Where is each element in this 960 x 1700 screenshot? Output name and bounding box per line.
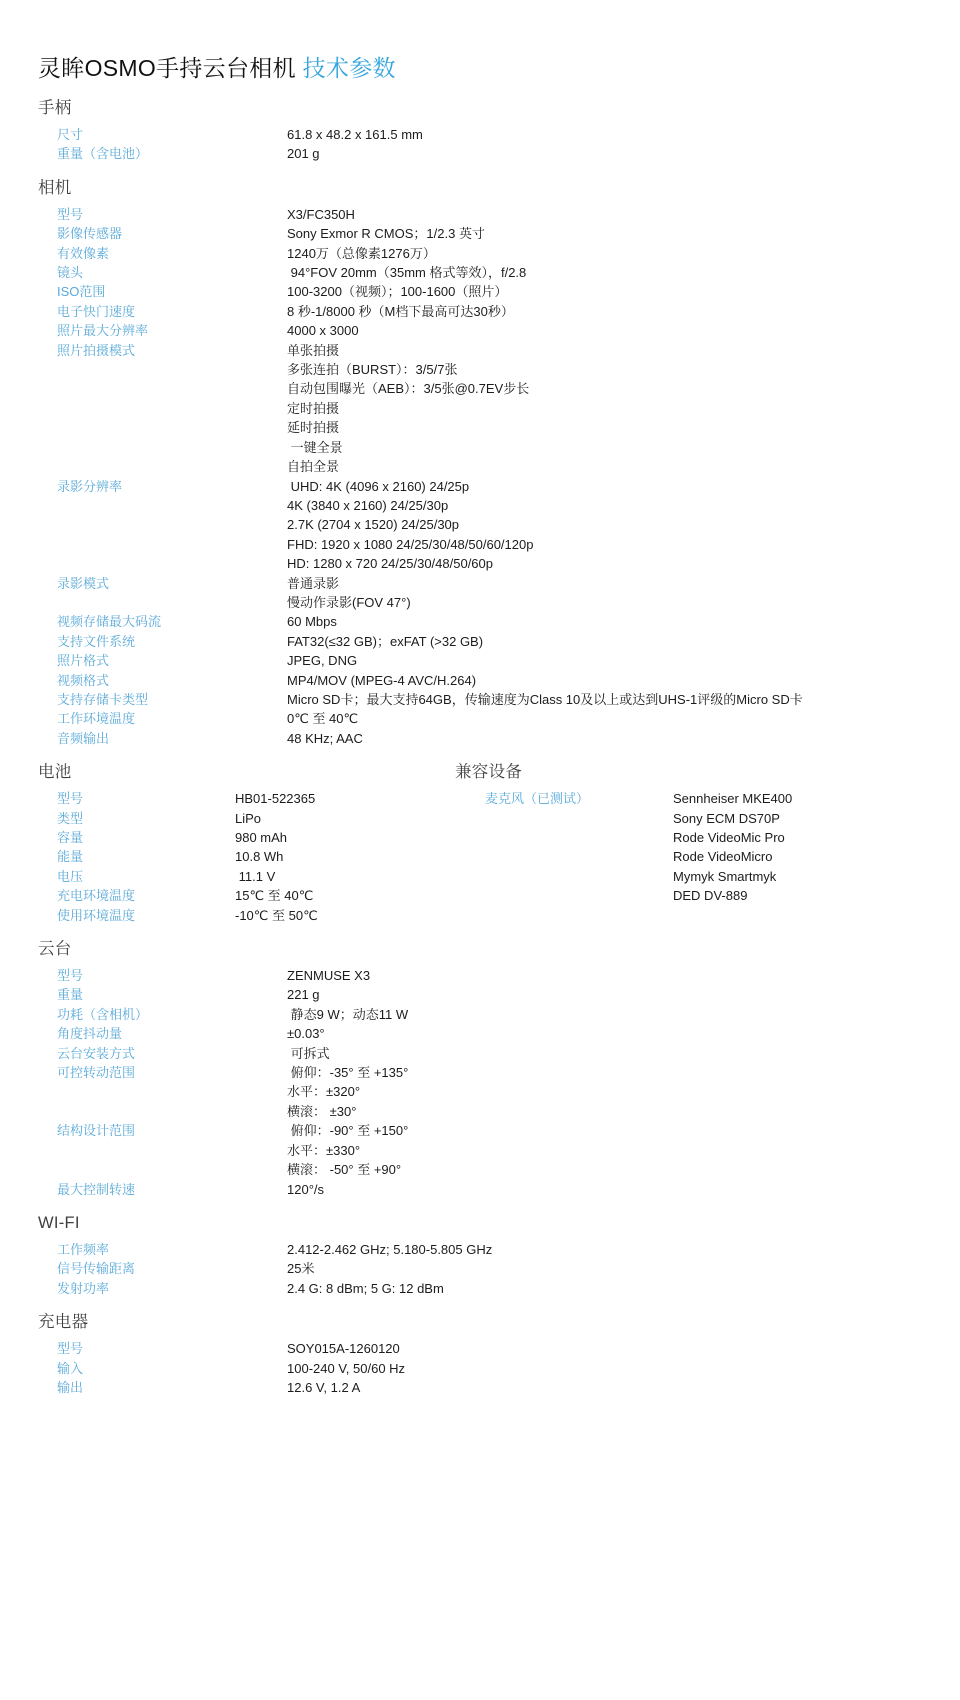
section-gimbal: [38, 939, 960, 1199]
spec-value: Rode VideoMicro: [673, 849, 773, 865]
spec-value: 俯仰：-90° 至 +150°: [287, 1123, 409, 1139]
spec-value: 4K (3840 x 2160) 24/25/30p: [287, 497, 449, 513]
spec-label: 录影分辨率: [57, 478, 123, 494]
spec-value: 12.6 V, 1.2 A: [287, 1379, 361, 1395]
spec-values: [287, 302, 960, 321]
section-wifi: [38, 1213, 960, 1298]
spec-value: Rode VideoMic Pro: [673, 830, 785, 845]
spec-label: 镜头: [57, 265, 84, 281]
handle-heading: 手柄: [38, 99, 72, 117]
spec-values: [287, 205, 960, 224]
spec-label: 录影模式: [57, 575, 110, 591]
spec-values: [287, 1180, 960, 1199]
section-compatible-devices: [455, 762, 960, 905]
spec-row: [38, 1121, 960, 1179]
spec-row: [38, 341, 960, 477]
spec-value: LiPo: [235, 810, 262, 826]
spec-label: 支持文件系统: [57, 633, 136, 649]
spec-value: Sony ECM DS70P: [673, 810, 780, 826]
spec-row: [38, 574, 960, 613]
spec-row: [38, 671, 960, 690]
spec-label: 功耗（含相机）: [57, 1006, 149, 1022]
spec-value: 61.8 x 48.2 x 161.5 mm: [287, 127, 423, 142]
spec-value: -10℃ 至 50℃: [235, 907, 318, 923]
spec-values: [287, 632, 960, 651]
spec-row: [38, 244, 960, 263]
spec-value: 25米: [287, 1261, 315, 1277]
spec-values: [287, 1259, 960, 1278]
spec-label: 型号: [57, 206, 84, 222]
spec-values: [287, 341, 960, 477]
spec-value: 60 Mbps: [287, 614, 337, 630]
spec-row: [38, 125, 960, 144]
spec-value: 100-240 V, 50/60 Hz: [287, 1360, 406, 1376]
spec-value: ±0.03°: [287, 1026, 325, 1042]
battery-heading: 电池: [38, 763, 72, 782]
spec-row: [38, 1279, 960, 1298]
spec-values: [287, 1378, 960, 1397]
spec-label: 信号传输距离: [57, 1261, 136, 1277]
spec-value: 980 mAh: [235, 830, 288, 845]
spec-values: [287, 966, 960, 985]
spec-row: [455, 789, 960, 905]
spec-value: FAT32(≤32 GB)；exFAT (>32 GB): [287, 633, 484, 649]
spec-row: [38, 1063, 960, 1121]
spec-label: 照片最大分辨率: [57, 323, 149, 339]
spec-row: [38, 1378, 960, 1397]
spec-row: [38, 144, 960, 163]
spec-values: [287, 709, 960, 728]
page-title: [38, 52, 960, 84]
spec-value: 横滚： ±30°: [287, 1103, 357, 1119]
gimbal-rows: [38, 966, 960, 1199]
spec-row: [38, 632, 960, 651]
spec-value: 可拆式: [287, 1045, 330, 1061]
spec-row: [38, 1180, 960, 1199]
spec-label: 重量: [57, 987, 84, 1003]
spec-label: 充电环境温度: [57, 888, 136, 904]
spec-value: Micro SD卡；最大支持64GB，传输速度为Class 10及以上或达到UHS-1评级的Micro SD卡: [287, 691, 803, 707]
spec-value: Sony Exmor R CMOS；1/2.3 英寸: [287, 226, 485, 242]
spec-row: [38, 205, 960, 224]
spec-value: 自动包围曝光（AEB）：3/5张@0.7EV步长: [287, 381, 530, 397]
spec-value: 水平：±330°: [287, 1142, 361, 1158]
spec-value: 一键全景: [287, 439, 343, 455]
spec-label: 使用环境温度: [57, 907, 136, 923]
compatible-devices-heading: 兼容设备: [455, 763, 523, 782]
spec-label: 视频存储最大码流: [57, 614, 162, 630]
spec-label: 支持存储卡类型: [57, 691, 149, 707]
spec-values: [287, 985, 960, 1004]
spec-row: [38, 302, 960, 321]
spec-label: 麦克风（已测试）: [485, 791, 590, 807]
spec-label: 角度抖动量: [57, 1026, 123, 1042]
spec-value: 4000 x 3000: [287, 323, 359, 339]
spec-label: 能量: [57, 849, 84, 865]
spec-value: 11.1 V: [235, 868, 276, 884]
spec-label: 尺寸: [57, 127, 84, 142]
spec-label: 输出: [57, 1379, 84, 1395]
spec-row: [38, 985, 960, 1004]
spec-value: 2.7K (2704 x 1520) 24/25/30p: [287, 517, 460, 533]
spec-value: 1240万（总像素1276万）: [287, 245, 436, 261]
spec-values: [287, 1240, 960, 1259]
spec-value: JPEG, DNG: [287, 653, 358, 669]
spec-values: [287, 690, 960, 709]
spec-value: 慢动作录影(FOV 47°): [287, 594, 411, 610]
spec-values: [287, 1063, 960, 1121]
handle-rows: [38, 125, 960, 164]
spec-row: [38, 321, 960, 340]
spec-value: 8 秒-1/8000 秒（M档下最高可达30秒）: [287, 303, 514, 319]
wifi-rows: [38, 1240, 960, 1298]
spec-value: 15℃ 至 40℃: [235, 888, 314, 904]
spec-value: X3/FC350H: [287, 206, 355, 222]
page-title-suffix: 技术参数: [302, 55, 396, 81]
spec-label: ISO范围: [57, 284, 106, 300]
compatible-devices-rows: [455, 789, 960, 905]
spec-values: [287, 1044, 960, 1063]
spec-values: [287, 282, 960, 301]
spec-values: [287, 224, 960, 243]
spec-value: 普通录影: [287, 575, 340, 591]
charger-rows: [38, 1339, 960, 1397]
spec-value: 俯仰：-35° 至 +135°: [287, 1065, 409, 1081]
spec-row: [38, 263, 960, 282]
spec-values: [287, 477, 960, 574]
section-charger: [38, 1312, 960, 1397]
spec-values: [287, 1005, 960, 1024]
spec-value: MP4/MOV (MPEG-4 AVC/H.264): [287, 672, 477, 688]
battery-compatible-columns: [38, 762, 960, 925]
spec-values: [287, 144, 960, 163]
spec-values: [287, 321, 960, 340]
spec-value: 定时拍摄: [287, 400, 340, 416]
spec-value: 2.4 G: 8 dBm; 5 G: 12 dBm: [287, 1280, 444, 1296]
spec-label: 发射功率: [57, 1280, 110, 1296]
spec-label: 最大控制转速: [57, 1181, 136, 1197]
spec-label: 云台安装方式: [57, 1045, 136, 1061]
spec-value: DED DV-889: [673, 888, 748, 904]
spec-label: 影像传感器: [57, 226, 123, 242]
spec-label: 照片拍摄模式: [57, 342, 136, 358]
spec-values: [287, 729, 960, 748]
section-camera: [38, 178, 960, 748]
spec-row: [38, 709, 960, 728]
spec-value: 自拍全景: [287, 459, 340, 475]
spec-value: 0℃ 至 40℃: [287, 711, 359, 727]
spec-label: 视频格式: [57, 672, 110, 688]
spec-label: 型号: [57, 791, 84, 807]
spec-value: 延时拍摄: [287, 420, 340, 436]
spec-values: [287, 671, 960, 690]
spec-row: [38, 651, 960, 670]
spec-values: [287, 1024, 960, 1043]
spec-values: [235, 906, 960, 925]
spec-value: 48 KHz; AAC: [287, 730, 363, 746]
section-handle: [38, 98, 960, 164]
spec-value: FHD: 1920 x 1080 24/25/30/48/50/60/120p: [287, 536, 534, 552]
spec-label: 照片格式: [57, 653, 110, 669]
spec-value: ZENMUSE X3: [287, 968, 371, 984]
spec-value: 横滚： -50° 至 +90°: [287, 1162, 402, 1178]
spec-row: [38, 1240, 960, 1259]
gimbal-heading: 云台: [38, 940, 72, 959]
spec-row: [38, 1339, 960, 1358]
spec-values: [287, 244, 960, 263]
spec-values: [673, 789, 960, 905]
spec-value: 201 g: [287, 146, 320, 162]
spec-value: 10.8 Wh: [235, 849, 284, 865]
charger-heading: 充电器: [38, 1313, 89, 1332]
spec-row: [38, 1259, 960, 1278]
spec-row: [38, 477, 960, 574]
spec-values: [287, 574, 960, 613]
spec-value: 120°/s: [287, 1181, 325, 1197]
spec-label: 结构设计范围: [57, 1123, 136, 1139]
spec-value: HB01-522365: [235, 791, 316, 807]
spec-values: [287, 263, 960, 282]
spec-label: 工作环境温度: [57, 711, 136, 727]
spec-row: [38, 612, 960, 631]
spec-values: [287, 651, 960, 670]
spec-row: [38, 690, 960, 709]
spec-row: [38, 1359, 960, 1378]
spec-value: Sennheiser MKE400: [673, 791, 793, 807]
spec-label: 容量: [57, 830, 84, 845]
spec-label: 型号: [57, 1341, 84, 1357]
camera-rows: [38, 205, 960, 748]
spec-row: [38, 224, 960, 243]
spec-value: 221 g: [287, 987, 320, 1003]
spec-values: [287, 1279, 960, 1298]
spec-label: 重量（含电池）: [57, 146, 149, 162]
spec-row: [38, 1044, 960, 1063]
spec-label: 工作频率: [57, 1241, 110, 1257]
spec-row: [38, 1005, 960, 1024]
spec-label: 音频输出: [57, 730, 110, 746]
spec-values: [287, 612, 960, 631]
spec-value: 静态9 W；动态11 W: [287, 1006, 409, 1022]
spec-value: 多张连拍（BURST）：3/5/7张: [287, 362, 458, 378]
spec-value: 2.412-2.462 GHz; 5.180-5.805 GHz: [287, 1241, 493, 1257]
spec-sections: [38, 98, 960, 1397]
spec-value: UHD: 4K (4096 x 2160) 24/25p: [287, 478, 470, 494]
spec-label: 类型: [57, 810, 84, 826]
spec-row: [38, 966, 960, 985]
spec-row: [38, 282, 960, 301]
spec-label: 电压: [57, 868, 84, 884]
spec-value: 100-3200（视频）；100-1600（照片）: [287, 284, 508, 300]
spec-label: 有效像素: [57, 245, 110, 261]
spec-label: 电子快门速度: [57, 303, 136, 319]
spec-row: [38, 906, 960, 925]
spec-label: 可控转动范围: [57, 1065, 136, 1081]
spec-value: 水平：±320°: [287, 1084, 361, 1100]
spec-label: 输入: [57, 1360, 84, 1376]
spec-row: [38, 1024, 960, 1043]
camera-heading: 相机: [38, 178, 72, 197]
page-title-product: 灵眸OSMO手持云台相机: [38, 55, 296, 81]
spec-value: 94°FOV 20mm（35mm 格式等效），f/2.8: [287, 265, 527, 281]
spec-value: HD: 1280 x 720 24/25/30/48/50/60p: [287, 556, 493, 572]
spec-values: [287, 125, 960, 144]
wifi-heading: WI-FI: [38, 1213, 80, 1232]
spec-values: [287, 1359, 960, 1378]
spec-values: [287, 1121, 960, 1179]
spec-values: [287, 1339, 960, 1358]
spec-label: 型号: [57, 968, 84, 984]
spec-value: Mymyk Smartmyk: [673, 868, 777, 884]
spec-value: 单张拍摄: [287, 342, 340, 358]
spec-value: SOY015A-1260120: [287, 1341, 400, 1357]
spec-row: [38, 729, 960, 748]
